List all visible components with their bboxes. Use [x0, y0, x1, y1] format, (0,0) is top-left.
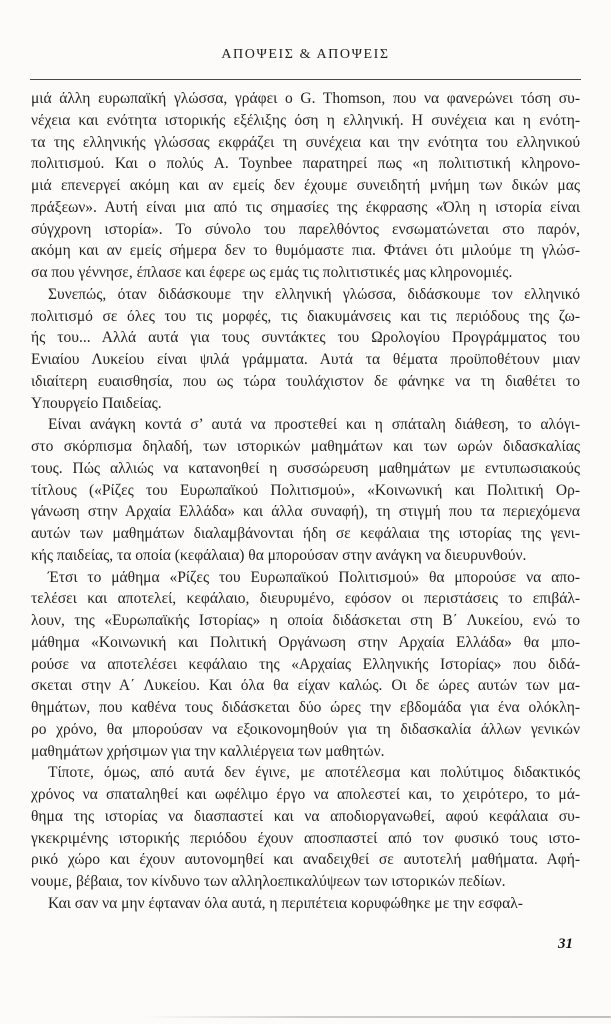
- paragraph: [31, 893, 580, 915]
- paragraph: [31, 762, 580, 893]
- text-line: σκεται στην Α΄ Λυκείου. Και όλα θα είχαν καλώς. Οι δε ώρες αυτών των μα-: [31, 677, 580, 695]
- body-text: [31, 88, 580, 915]
- text-line: σύγχρονη ιστορία». Το σύνολο του παρελθόντος ενσωματώνεται στο παρόν,: [31, 220, 580, 238]
- text-line: στο σκόρπισμα δηλαδή, των ιστορικών μαθημάτων και των ωρών διδασκαλίας: [31, 438, 580, 455]
- scan-page-edge-shadow: [142, 1016, 611, 1018]
- text-line: λουν, της «Ευρωπαϊκής Ιστορίας» η οποία διδάσκεται στη Β΄ Λυκείου, ενώ το: [31, 612, 580, 629]
- text-line: μαθημάτων χρήσιμων για την καλλιέργεια των μαθητών.: [31, 742, 385, 760]
- text-line: ακόμη και αν εμείς σήμερα δεν το θυμόμαστε πια. Φτάνει ότι μιλούμε τη γλώσ-: [31, 242, 580, 260]
- text-line: Είναι ανάγκη κοντά σ’ αυτά να προστεθεί και η σπάταλη διάθεση, το αλόγι-: [48, 416, 580, 434]
- page-number-label: 31: [558, 936, 573, 952]
- text-line: θημα της ιστορίας να διασπαστεί και να αποδιοργανωθεί, αφού κεφάλαια συ-: [31, 807, 580, 825]
- text-line: τίτλους («Ρίζες του Ευρωπαϊκού Πολιτισμού», «Κοινωνική και Πολιτική Ορ-: [31, 481, 580, 499]
- text-line: ής του... Αλλά αυτά για τους συντάκτες του Ωρολογίου Προγράμματος του: [31, 329, 580, 347]
- text-line: τους. Πώς αλλιώς να κατανοηθεί η συσσώρευση μαθημάτων με εντυπωσιακούς: [31, 459, 580, 477]
- text-line: Και σαν να μην έφταναν όλα αυτά, η περιπέτεια κορυφώθηκε με την εσφαλ-: [48, 894, 523, 912]
- text-line: σα που γέννησε, έπλασε και έφερε ως εμάς τις πολιτιστικές μας κληρονομιές.: [31, 264, 513, 281]
- text-line: πράξεων». Αυτή είναι μια από τις σημασίες της έκφρασης «Όλη η ιστορία είναι: [31, 198, 580, 216]
- text-line: αυτών των μαθημάτων διαλαμβάνονται ήδη σε κεφάλαια της ιστορίας της γενι-: [31, 525, 580, 542]
- text-line: ρικό χώρο και έχουν αυτονομηθεί και αναδειχθεί σε αυτοτελή μαθήματα. Αφή-: [31, 851, 580, 869]
- paragraph: [31, 284, 580, 415]
- text-line: θημάτων, που καθένα τους διδάσκεται δύο ώρες την εβδομάδα για ένα ολόκλη-: [31, 699, 580, 716]
- text-line: Τίποτε, όμως, από αυτά δεν έγινε, με αποτέλεσμα και πολύτιμος διδακτικός: [48, 764, 580, 782]
- text-line: ιδιαίτερη ευαισθησία, που ως τώρα τουλάχιστον δε φάνηκε να τη διαθέτει το: [31, 372, 580, 390]
- text-line: ρούσε να αποτελέσει κεφάλαιο της «Αρχαίας Ελληνικής Ιστορίας» που διδά-: [31, 655, 580, 673]
- page-header-title: ΑΠΟΨΕΙΣ & ΑΠΟΨΕΙΣ: [221, 47, 390, 62]
- text-line: κής παιδείας, τα οποία (κεφάλαια) θα μπορούσαν στην ανάγκη να διευρυνθούν.: [31, 546, 527, 564]
- text-line: γάνωση στην Αρχαία Ελλάδα» και άλλα συναφή), τη στιγμή που τα περιεχόμενα: [31, 503, 580, 521]
- paragraph: [31, 567, 580, 763]
- text-line: νουμε, βέβαια, τον κίνδυνο των αλληλοεπικαλύψεων των ιστορικών πεδίων.: [31, 873, 506, 890]
- text-line: Έτσι το μάθημα «Ρίζες του Ευρωπαϊκού Πολιτισμού» θα μπορούσε να απο-: [48, 568, 580, 586]
- paragraph: [31, 414, 580, 566]
- text-line: τελέσει και αποτελεί, κεφάλαιο, διευρυμένο, εφόσον οι περιστάσεις το επιβάλ-: [31, 590, 580, 608]
- text-line: μιά επενεργεί ακόμη και αν εμείς δεν έχουμε συνειδητή μνήμη των δικών μας: [31, 177, 580, 194]
- text-line: ρο χρόνο, θα μπορούσαν να εξοικονομηθούν για τη διδασκαλία άλλων γενικών: [31, 720, 580, 738]
- text-line: τα της ελληνικής γλώσσας εκφράζει τη συνέχεια και την ενότητα του ελληνικού: [31, 133, 580, 151]
- paragraph: [31, 88, 580, 284]
- text-line: Υπουργείο Παιδείας.: [31, 394, 162, 412]
- text-line: πολιτισμού. Και ο πολύς A. Toynbee παρατηρεί πως «η πολιτιστική κληρονο-: [31, 155, 580, 173]
- text-line: μάθημα «Κοινωνική και Πολιτική Οργάνωση στην Αρχαία Ελλάδα» θα μπο-: [31, 633, 580, 651]
- text-line: χρόνος να σπαταληθεί και ωφέλιμο έργο να απολεστεί και, το χειρότερο, το μά-: [31, 786, 580, 803]
- text-line: μιά άλλη ευρωπαϊκή γλώσσα, γράφει ο G. Thomson, που να φανερώνει τόση συ-: [31, 90, 580, 107]
- text-line: γκεκριμένης ιστορικής περιόδου έχουν αποσπαστεί από τον φυσικό τους ιστο-: [31, 829, 580, 847]
- text-line: Συνεπώς, όταν διδάσκουμε την ελληνική γλώσσα, διδάσκουμε τον ελληνικό: [48, 285, 580, 303]
- header-rule: [30, 79, 581, 80]
- text-line: νέχεια και ενότητα ιστορικής εξέλιξης όση η ελληνική. Η συνέχεια και η ενότη-: [31, 111, 580, 129]
- text-line: πολιτισμό σε όλες του τις μορφές, τις διακυμάνσεις και τις περιόδους της ζω-: [31, 307, 580, 325]
- text-line: Ενιαίου Λυκείου είναι ψιλά γράμματα. Αυτά τα θέματα προϋποθέτουν μιαν: [31, 351, 580, 368]
